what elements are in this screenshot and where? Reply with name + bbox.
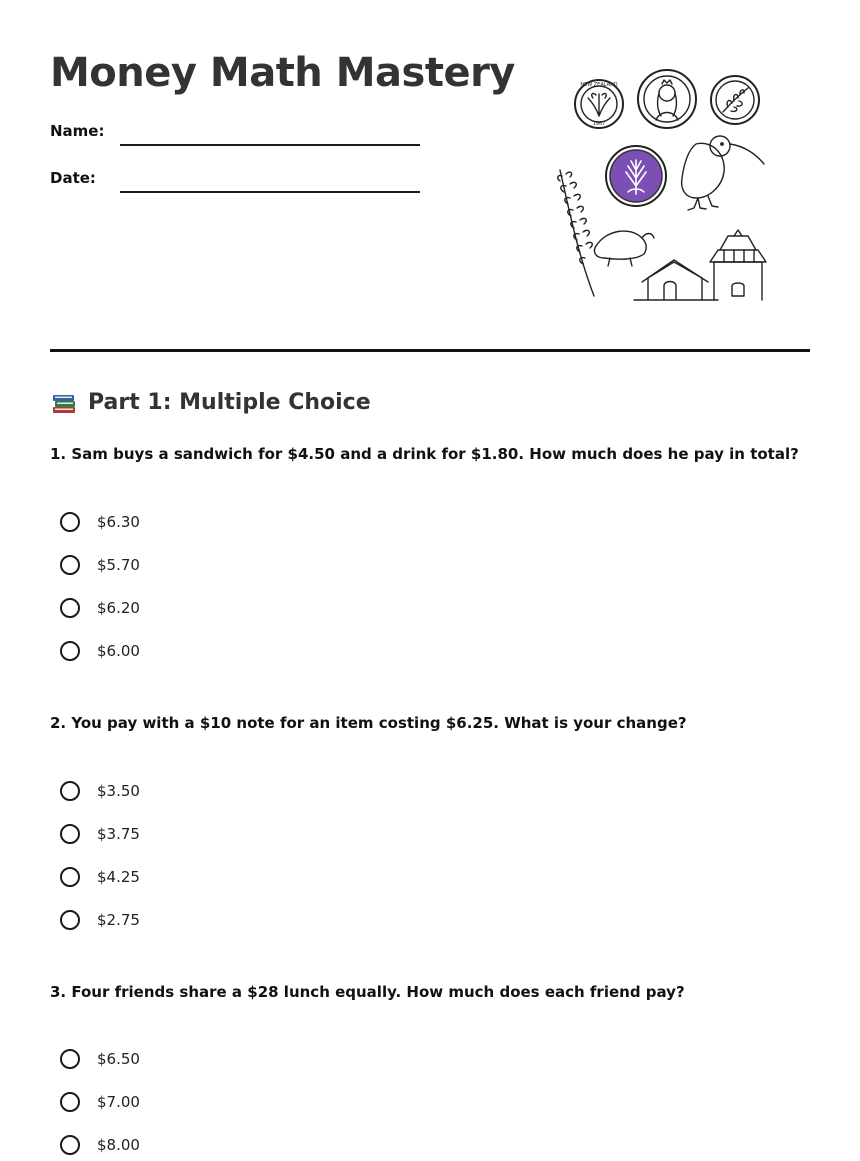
section-title (50, 388, 371, 416)
option-label: $4.25 (97, 868, 140, 886)
house-icon (634, 260, 718, 300)
option-label: $3.75 (97, 825, 140, 843)
tower-building-icon (710, 230, 766, 300)
radio-button[interactable] (60, 781, 80, 801)
option-label: $6.50 (97, 1050, 140, 1068)
date-input-line[interactable] (120, 191, 420, 193)
fern-plant-icon (558, 170, 594, 296)
lizard-animal-icon (594, 231, 654, 266)
radio-button[interactable] (60, 1135, 80, 1155)
q1-option-a[interactable] (60, 509, 140, 535)
radio-button[interactable] (60, 1092, 80, 1112)
q1-option-c[interactable] (60, 595, 140, 621)
coin-leaf-icon (711, 76, 759, 124)
money-illustration (548, 64, 780, 308)
option-label: $6.20 (97, 599, 140, 617)
question-3: 3. Four friends share a $28 lunch equally. How much does each friend pay? (50, 983, 685, 1001)
coin-fern-icon (575, 80, 623, 128)
q3-option-c[interactable] (60, 1132, 140, 1158)
option-label: $2.75 (97, 911, 140, 929)
option-label: $6.00 (97, 642, 140, 660)
q2-option-c[interactable] (60, 864, 140, 890)
option-label: $5.70 (97, 556, 140, 574)
name-label: Name: (50, 122, 105, 140)
page-title: Money Math Mastery (50, 50, 515, 96)
option-label: $6.30 (97, 513, 140, 531)
coin-year: 1967 (592, 121, 606, 127)
q2-option-b[interactable] (60, 821, 140, 847)
q2-option-d[interactable] (60, 907, 140, 933)
q3-option-b[interactable] (60, 1089, 140, 1115)
q1-option-b[interactable] (60, 552, 140, 578)
coin-queen-icon (638, 70, 696, 128)
option-label: $8.00 (97, 1136, 140, 1154)
books-icon (50, 388, 78, 416)
coin-purple-icon (606, 146, 666, 206)
radio-button[interactable] (60, 824, 80, 844)
radio-button[interactable] (60, 1049, 80, 1069)
question-1: 1. Sam buys a sandwich for $4.50 and a drink for $1.80. How much does he pay in total? (50, 445, 799, 463)
section-title-text: Part 1: Multiple Choice (88, 389, 371, 415)
option-label: $7.00 (97, 1093, 140, 1111)
radio-button[interactable] (60, 555, 80, 575)
q2-option-a[interactable] (60, 778, 140, 804)
radio-button[interactable] (60, 910, 80, 930)
radio-button[interactable] (60, 867, 80, 887)
q3-option-a[interactable] (60, 1046, 140, 1072)
kiwi-bird-icon (682, 136, 764, 210)
radio-button[interactable] (60, 641, 80, 661)
radio-button[interactable] (60, 512, 80, 532)
radio-button[interactable] (60, 598, 80, 618)
q1-option-d[interactable] (60, 638, 140, 664)
option-label: $3.50 (97, 782, 140, 800)
question-2: 2. You pay with a $10 note for an item costing $6.25. What is your change? (50, 714, 687, 732)
name-input-line[interactable] (120, 144, 420, 146)
section-divider (50, 349, 810, 352)
date-label: Date: (50, 169, 96, 187)
name-field (50, 122, 430, 152)
coin-text: NEW ZEALAND (580, 82, 618, 88)
date-field (50, 169, 430, 199)
